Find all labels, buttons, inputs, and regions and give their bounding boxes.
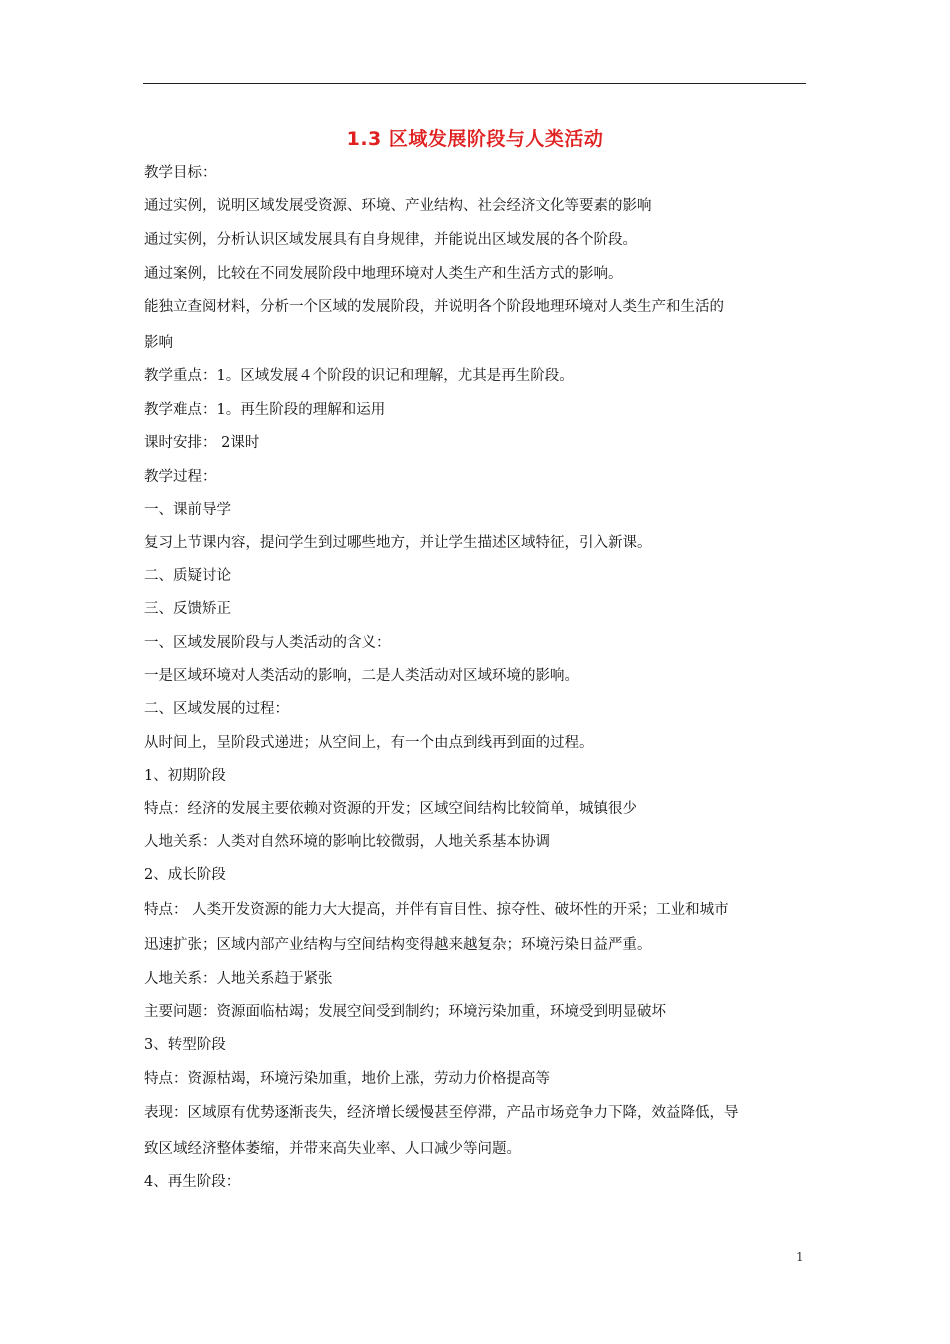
text-line: 能独立查阅材料，分析一个区域的发展阶段，并说明各个阶段地理环境对人类生产和生活的 [144,299,724,315]
text-line: 课时安排： 2课时 [144,435,260,451]
header-rule [143,83,806,84]
text-line: 教学目标： [144,165,217,181]
text-line: 教学难点：1。再生阶段的理解和运用 [144,402,386,418]
text-line: 一是区域环境对人类活动的影响，二是人类活动对区域环境的影响。 [144,668,579,684]
text-line: 特点：资源枯竭，环境污染加重，地价上涨，劳动力价格提高等 [144,1071,550,1087]
text-line: 致区域经济整体萎缩，并带来高失业率、人口减少等问题。 [144,1141,521,1157]
text-line: 三、反馈矫正 [144,601,231,617]
text-line: 一、区域发展阶段与人类活动的含义： [144,635,391,651]
page-number: 1 [796,1250,804,1264]
text-line: 通过案例，比较在不同发展阶段中地理环境对人类生产和生活方式的影响。 [144,266,623,282]
text-line: 2、成长阶段 [144,867,226,883]
text-line: 一、课前导学 [144,502,231,518]
text-line: 4、再生阶段： [144,1174,241,1190]
text-line: 二、区域发展的过程： [144,701,289,717]
text-line: 人地关系：人地关系趋于紧张 [144,971,333,987]
text-line: 特点：经济的发展主要依赖对资源的开发；区域空间结构比较简单，城镇很少 [144,801,637,817]
text-line: 人地关系：人类对自然环境的影响比较微弱，人地关系基本协调 [144,834,550,850]
text-line: 特点： 人类开发资源的能力大大提高，并伴有盲目性、掠夺性、破坏性的开采；工业和城市 [144,902,729,918]
text-line: 影响 [144,335,173,351]
document-title: 1.3 区域发展阶段与人类活动 [346,128,604,150]
text-line: 通过实例，说明区域发展受资源、环境、产业结构、社会经济文化等要素的影响 [144,198,652,214]
text-line: 复习上节课内容，提问学生到过哪些地方，并让学生描述区域特征，引入新课。 [144,535,652,551]
text-line: 教学过程： [144,469,217,485]
text-line: 1、初期阶段 [144,768,226,784]
text-line: 主要问题：资源面临枯竭；发展空间受到制约；环境污染加重，环境受到明显破坏 [144,1004,666,1020]
text-line: 从时间上，呈阶段式递进；从空间上，有一个由点到线再到面的过程。 [144,735,594,751]
text-line: 通过实例，分析认识区域发展具有自身规律，并能说出区域发展的各个阶段。 [144,232,637,248]
text-line: 3、转型阶段 [144,1037,226,1053]
text-line: 表现：区域原有优势逐渐丧失，经济增长缓慢甚至停滞，产品市场竞争力下降，效益降低，导 [144,1105,739,1121]
text-line: 迅速扩张；区域内部产业结构与空间结构变得越来越复杂；环境污染日益严重。 [144,937,652,953]
text-line: 二、质疑讨论 [144,568,231,584]
text-line: 教学重点：1。区域发展４个阶段的识记和理解，尤其是再生阶段。 [144,368,574,384]
